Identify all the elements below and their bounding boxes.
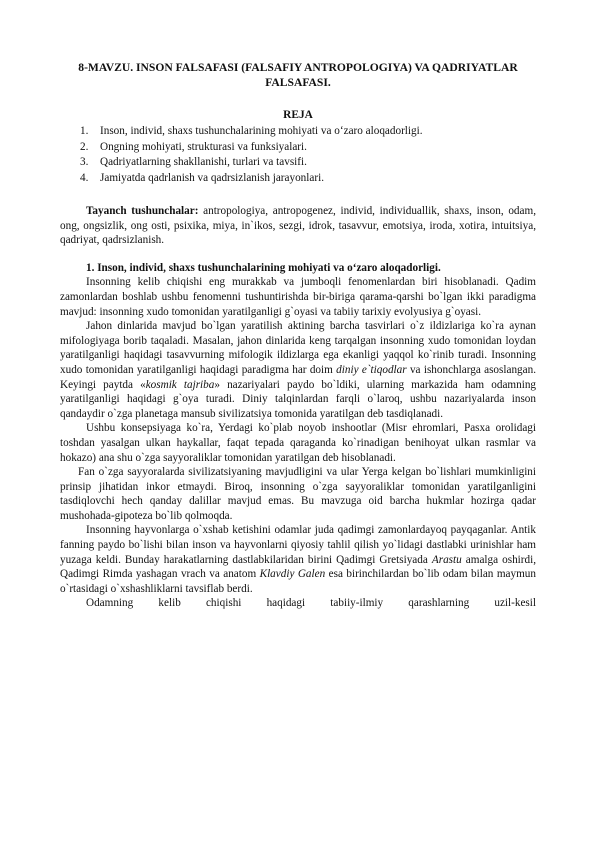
italic-run: Arastu — [431, 553, 462, 566]
plan-item-text: Qadriyatlarning shakllanishi, turlari va tavsifi. — [100, 156, 307, 169]
paragraph — [60, 319, 536, 421]
plan-item-number: 4. — [80, 171, 89, 184]
plan-item — [80, 140, 540, 156]
italic-run: kosmik tajriba — [145, 378, 215, 391]
paragraph: Fan o`zga sayyoralarda sivilizatsiyaning mavjudligini va ular Yerga kelgan bo`lishlari mumkinligini prinsip jihatidan inkor etmaydi. Biroq, insonning o`zga sayyoraliklar tomonidan yaratilganligini tasdiqlovchi hech qanday dalillar mavjud emas. Bu mavzuga oid barcha hukmlar hozirga qadar mushohada-gipoteza bo`lib qolmoqda. — [60, 466, 536, 522]
paragraph: Ushbu konsepsiyaga ko`ra, Yerdagi ko`plab noyob inshootlar (Misr ehromlari, Pasxa orolidagi toshdan yasalgan ulkan haykallar, faqat tepada qaraganda ko`rinadigan benihoyat ulkan rasmlar va hokazo) ana shu o`zga sayyoraliklar tomonidan yaratilgan deb hisoblanadi. — [60, 422, 536, 464]
text-run: va ishonchlarga asoslangan. Keyingi paytda « — [60, 363, 536, 391]
paragraph: Odamning kelib chiqishi haqidagi tabiiy-ilmiy qarashlarning uzil-kesil — [86, 597, 536, 610]
italic-run: Klavdiy Galen — [259, 568, 326, 581]
plan-list — [80, 124, 540, 186]
plan-item-number: 3. — [80, 156, 89, 169]
plan-item-text: Jamiyatda qadrlanish va qadrsizlanish jarayonlari. — [100, 171, 324, 184]
plan-item-text: Inson, individ, shaxs tushunchalarining mohiyati va o‘zaro aloqadorligi. — [100, 125, 423, 137]
plan-item-number: 1. — [80, 125, 89, 137]
plan-item — [80, 124, 540, 140]
key-concepts-paragraph — [60, 204, 536, 248]
document-title: 8-MAVZU. INSON FALSAFASI (FALSAFIY ANTROPOLOGIYA) VA QADRIYATLAR FALSAFASI. — [78, 61, 518, 89]
document-body — [60, 204, 536, 611]
plan-item — [80, 171, 540, 187]
paragraph — [60, 523, 536, 596]
key-concepts-label: Tayanch tushunchalar: — [86, 205, 199, 217]
text-run: Jahon dinlarida mavjud bo`lgan yaratilish aktining barcha tasvirlari o`z ildizlariga ko`ra aynan mifologiyaga borib taqaladi. Masalan, jahon dinlarida keng tarqalgan insonning xudo tomonidan loydan yaratilganligi haqidagi tasavvurning mifologik ildizlarga ega ekanligi yaqqol ko`rinib turadi. Insonning xudo tomonidan yaratilganligi haqidagi paradigma har doim — [60, 320, 536, 376]
plan-item-number: 2. — [80, 140, 89, 153]
plan-item-text: Ongning mohiyati, strukturasi va funksiyalari. — [100, 140, 307, 153]
text-run: amalga oshirdi, Qadimgi Rimda yashagan vrach va anatom — [60, 553, 536, 581]
text-run: esa birinchilardan bo`lib odam bilan maymun o`rtasidagi o`xshashliklarni tavsiflab berdi. — [60, 568, 536, 595]
text-run: Insonning hayvonlarga o`xshab ketishini odamlar juda qadimgi zamonlardayoq payqaganlar. Antik fanning paydo bo`lishi bilan inson va hayvonlarni qiyosiy tahlil qilish yo`lidagi dastlabki urinishlar ham yuzaga keldi. Bunday harakatlarning dastlabkilaridan birini Qadimgi Gretsiyada — [60, 524, 536, 566]
plan-heading: REJA — [283, 109, 313, 121]
text-run: » nazariyalari paydo bo`ldiki, ularning markazida ham odamning yaratilganligi haqidagi g`oya turadi. Diniy talqinlardan farqli o`laroq, ushbu nazariyalarda inson qandaydir o`zga planetaga mansub sivilizatsiya tomonida yaratilgan deb tasdiqlanadi. — [60, 378, 537, 420]
key-concepts-text: antropologiya, antropogenez, individ, individuallik, shaxs, inson, odam, ong, ongsizlik, ong osti, psixika, miya, in`ikos, sezgi, idrok, tasavvur, emotsiya, iroda, xotira, intuitsiya, qadriyat, qadrsizlanish. — [60, 205, 536, 247]
section-heading: 1. Inson, individ, shaxs tushunchalarining mohiyati va o‘zaro aloqadorligi. — [86, 261, 441, 274]
plan-item — [80, 155, 540, 171]
italic-run: diniy e`tiqodlar — [336, 363, 407, 376]
paragraph: Insonning kelib chiqishi eng murakkab va jumboqli fenomenlardan biri hisoblanadi. Qadim zamonlardan boshlab ushbu fenomenni tushuntirishda bir-biriga qarama-qarshi bo`lgan ikki paradigma mavjud: insonning xudo tomonidan yaratilganligi g`oyasi va tabiiy tarixiy evolyusiya g`oyasi. — [60, 276, 536, 318]
